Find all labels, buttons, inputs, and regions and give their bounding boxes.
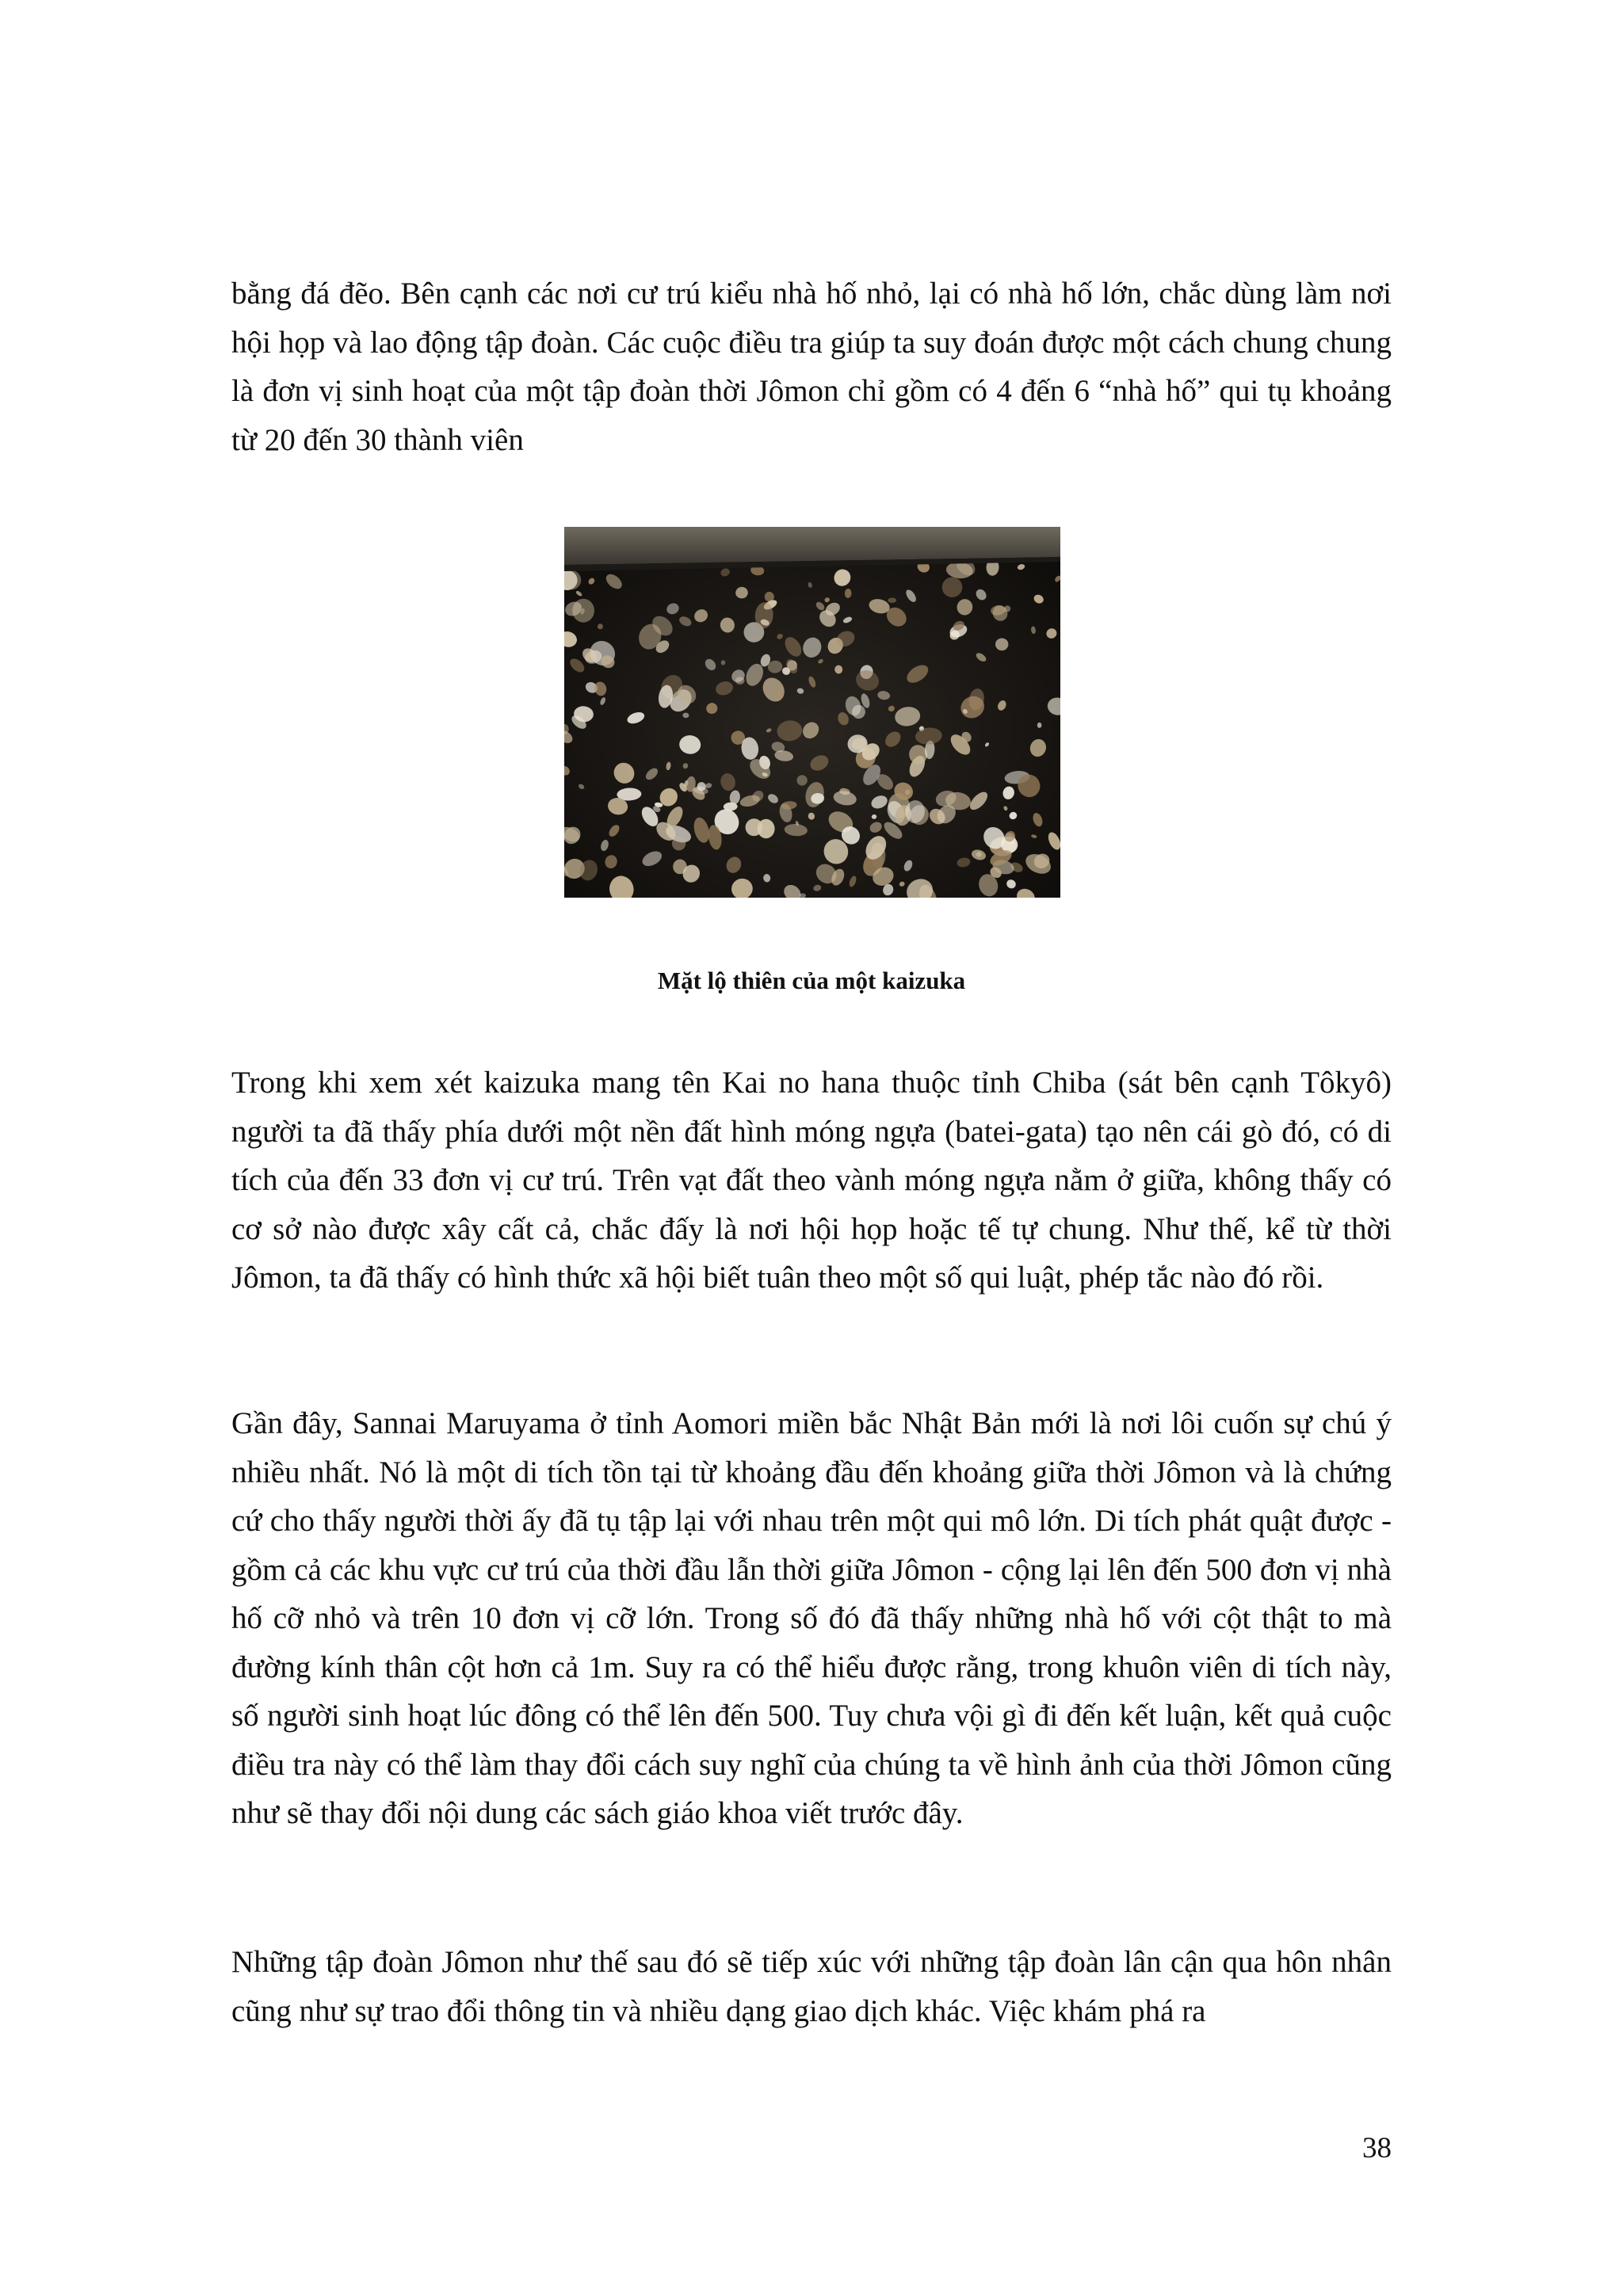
shell-fragment	[735, 677, 745, 685]
shell-midden-image	[564, 527, 1060, 898]
paragraph-2: Trong khi xem xét kaizuka mang tên Kai no hana thuộc tỉnh Chiba (sát bên cạnh Tôkyô) người ta đã thấy phía dưới một nền đất hình móng ngựa (batei-gata) tạo nên cái gò đó, có di tích của đến 33 đơn vị cư trú. Trên vạt đất theo vành móng ngựa nằm ở giữa, không thấy có cơ sở nào được xây cất cả, chắc đấy là nơi hội họp hoặc tế tự chung. Như thế, kể từ thời Jômon, ta đã thấy có hình thức xã hội biết tuân theo một số qui luật, phép tắc nào đó rồi.	[231, 1066, 1392, 1295]
paragraph-1: bằng đá đẽo. Bên cạnh các nơi cư trú kiểu nhà hố nhỏ, lại có nhà hố lớn, chắc dùng làm nơi hội họp và lao động tập đoàn. Các cuộc điều tra giúp ta suy đoán được một cách chung chung là đơn vị sinh hoạt của một tập đoàn thời Jômon chỉ gồm có 4 đến 6 “nhà hố” qui tụ khoảng từ 20 đến 30 thành viên	[231, 277, 1392, 457]
kaizuka-photo	[564, 527, 1060, 898]
shell-fragment	[1037, 723, 1042, 728]
shell-fragment	[852, 705, 865, 719]
paragraph-3: Gần đây, Sannai Maruyama ở tỉnh Aomori miền bắc Nhật Bản mới là nơi lôi cuốn sự chú ý nhiều nhất. Nó là một di tích tồn tại từ khoảng đầu đến khoảng giữa thời Jômon và là chứng cứ cho thấy người thời ấy đã tụ tập lại với nhau trên một qui mô lớn. Di tích phát quật được - gồm cả các khu vực cư trú của thời đầu lẫn thời giữa Jômon - cộng lại lên đến 500 đơn vị nhà hố cỡ nhỏ và trên 10 đơn vị cỡ lớn. Trong số đó đã thấy những nhà hố với cột thật to mà đường kính thân cột hơn cả 1m. Suy ra có thể hiểu được rằng, trong khuôn viên di tích này, số người sinh hoạt lúc đông có thể lên đến 500. Tuy chưa vội gì đi đến kết luận, kết quả cuộc điều tra này có thể làm thay đổi cách suy nghĩ của chúng ta về hình ảnh của thời Jômon cũng như sẽ thay đổi nội dung các sách giáo khoa viết trước đây.	[231, 1406, 1392, 1830]
shell-fragment	[995, 639, 1008, 651]
figure-caption: Mặt lộ thiên của một kaizuka	[657, 967, 966, 994]
page-number: 38	[1362, 2132, 1392, 2164]
paragraph-4: Những tập đoàn Jômon như thế sau đó sẽ tiếp xúc với những tập đoàn lân cận qua hôn nhân cũng như sự trao đổi thông tin và nhiều dạng giao dịch khác. Việc khám phá ra	[231, 1945, 1392, 2028]
